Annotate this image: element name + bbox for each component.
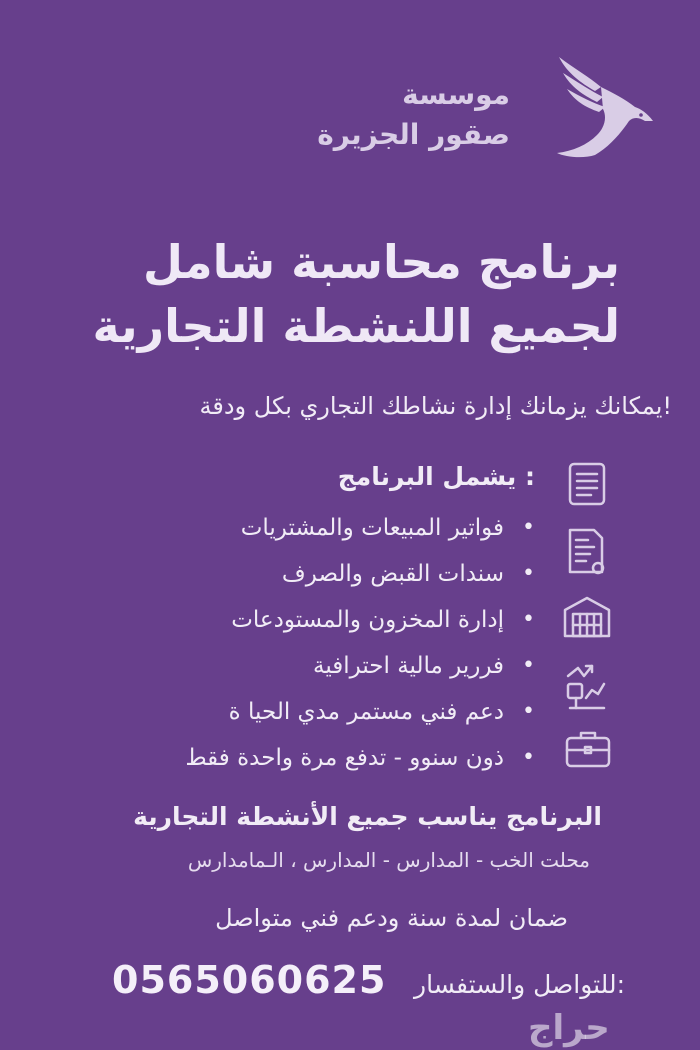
features-list	[15, 512, 535, 788]
feature-item	[15, 696, 535, 742]
feature-item	[15, 650, 535, 696]
feature-text: فررير مالية احترافية	[313, 653, 505, 679]
feature-item	[15, 742, 535, 788]
business-types: محلت الخب - المدارس - المدارس ، الـمامدارس	[187, 848, 590, 872]
contact-label: للتواصل والستفسار:	[414, 970, 625, 999]
features-heading: يشمل البرنامج :	[337, 462, 535, 491]
bullet: •	[522, 745, 535, 770]
headline-line-1: برنامج محاسبة شامل	[143, 235, 620, 289]
growth-chart-icon	[562, 660, 610, 714]
bullet: •	[522, 653, 535, 678]
haraj-watermark: حراج	[528, 1008, 610, 1048]
feature-item	[15, 558, 535, 604]
feature-item	[15, 512, 535, 558]
bullet: •	[522, 607, 535, 632]
headline-line-2: لجميع اللنشطة التجارية	[92, 299, 620, 353]
clipboard-icon	[566, 460, 608, 508]
feature-text: سندات القبض والصرف	[281, 561, 505, 587]
suits-all-businesses: البرنامج يناسب جميع الأنشطة التجارية	[133, 802, 602, 831]
briefcase-icon	[564, 728, 612, 770]
phone-number[interactable]: 0565060625	[112, 958, 387, 1002]
document-icon	[566, 526, 608, 578]
warranty-text: ضمان لمدة سنة ودعم فني متواصل	[215, 904, 568, 932]
subheadline: يمكانك يزمانك إدارة نشاطك التجاري بكل ودقة!	[199, 392, 672, 420]
logo-line-2: صقور الجزيرة	[317, 118, 510, 151]
warehouse-icon	[562, 594, 612, 640]
bullet: •	[522, 515, 535, 540]
feature-text: دعم فني مستمر مدي الحيا ة	[228, 699, 505, 725]
falcon-icon	[555, 55, 660, 160]
bullet: •	[522, 561, 535, 586]
logo-line-1: موسسة	[402, 78, 510, 111]
feature-text: فواتير المبيعات والمشتريات	[240, 515, 505, 541]
feature-text: ذون سنوو - تدفع مرة واحدة فقط	[185, 745, 505, 771]
feature-item	[15, 604, 535, 650]
bullet: •	[522, 699, 535, 724]
feature-text: إدارة المخزون والمستودعات	[231, 607, 505, 633]
